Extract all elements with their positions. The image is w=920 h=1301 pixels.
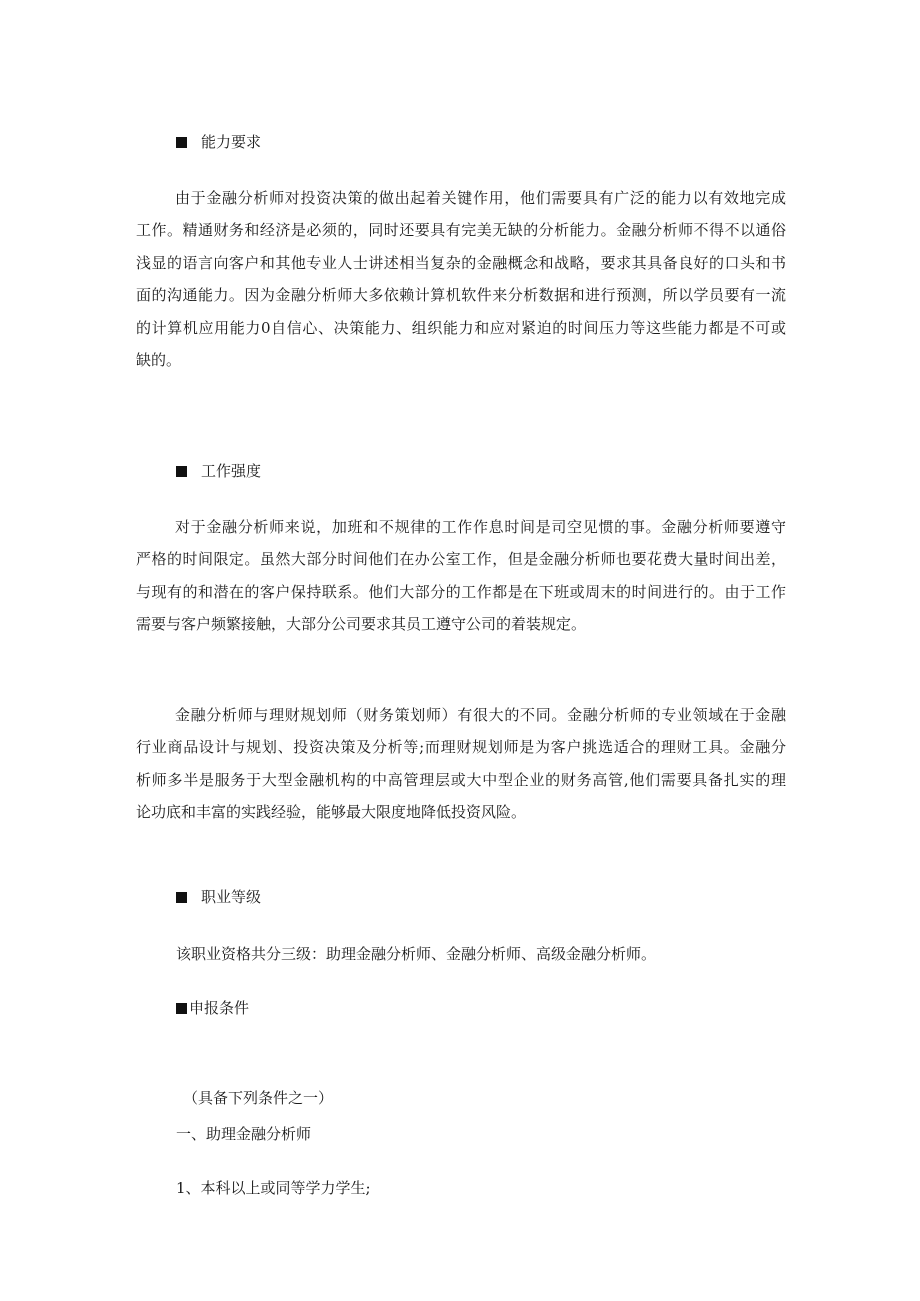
paragraph-line: 与现有的和潜在的客户保持联系。他们大部分的工作都是在下班或周末的时间进行的。由于工作 bbox=[136, 582, 786, 601]
paragraph-line: 析师多半是服务于大型金融机构的中高管理层或大中型企业的财务高管,他们需要具备扎实的理 bbox=[136, 770, 786, 789]
condition-item: 1、本科以上或同等学力学生; bbox=[176, 1179, 371, 1197]
bullet-square-icon bbox=[176, 466, 187, 477]
section-title: 申报条件 bbox=[189, 999, 250, 1017]
paragraph-line: 由于金融分析师对投资决策的做出起着关键作用，他们需要具有广泛的能力以有效地完成 bbox=[175, 189, 786, 207]
section-heading-conditions bbox=[176, 998, 249, 1018]
section-title: 工作强度 bbox=[201, 462, 262, 480]
paragraph-line: 金融分析师与理财规划师（财务策划师）有很大的不同。金融分析师的专业领域在于金融 bbox=[175, 706, 786, 724]
paragraph-line: 论功底和丰富的实践经验，能够最大限度地降低投资风险。 bbox=[136, 803, 527, 822]
paragraph-line: 行业商品设计与规划、投资决策及分析等;而理财规划师是为客户挑选适合的理财工具。金融分 bbox=[136, 738, 786, 757]
paragraph-intensity bbox=[136, 511, 786, 641]
paragraph-comparison bbox=[136, 699, 786, 829]
section-heading-ability bbox=[176, 132, 261, 152]
levels-text: 该职业资格共分三级：助理金融分析师、金融分析师、高级金融分析师。 bbox=[176, 945, 657, 963]
paragraph-line: 的计算机应用能力0自信心、决策能力、组织能力和应对紧迫的时间压力等这些能力都是不可或 bbox=[136, 318, 786, 337]
paragraph-line: 面的沟通能力。因为金融分析师大多依赖计算机软件来分析数据和进行预测，所以学员要有一流 bbox=[136, 286, 786, 305]
paragraph-line: 需要与客户频繁接触，大部分公司要求其员工遵守公司的着装规定。 bbox=[136, 615, 587, 634]
paragraph-line: 缺的。 bbox=[136, 351, 182, 370]
paragraph-line: 对于金融分析师来说，加班和不规律的工作作息时间是司空见惯的事。金融分析师要遵守 bbox=[175, 518, 786, 536]
section-title: 能力要求 bbox=[201, 133, 262, 151]
section-title: 职业等级 bbox=[201, 888, 262, 906]
conditions-note: （具备下列条件之一） bbox=[183, 1089, 334, 1107]
paragraph-line: 浅显的语言向客户和其他专业人士讲述相当复杂的金融概念和战略，要求其具备良好的口头和书 bbox=[136, 253, 786, 272]
section-heading-levels bbox=[176, 887, 261, 907]
paragraph-ability bbox=[136, 182, 786, 376]
section-heading-intensity bbox=[176, 461, 261, 481]
paragraph-line: 严格的时间限定。虽然大部分时间他们在办公室工作，但是金融分析师也要花费大量时间出差， bbox=[136, 550, 786, 569]
sub-section-title: 一、助理金融分析师 bbox=[176, 1125, 312, 1143]
paragraph-line: 工作。精通财务和经济是必须的，同时还要具有完美无缺的分析能力。金融分析师不得不以通俗 bbox=[136, 221, 786, 240]
bullet-square-icon bbox=[176, 892, 187, 903]
bullet-square-icon bbox=[176, 137, 187, 148]
bullet-square-icon bbox=[176, 1003, 187, 1014]
